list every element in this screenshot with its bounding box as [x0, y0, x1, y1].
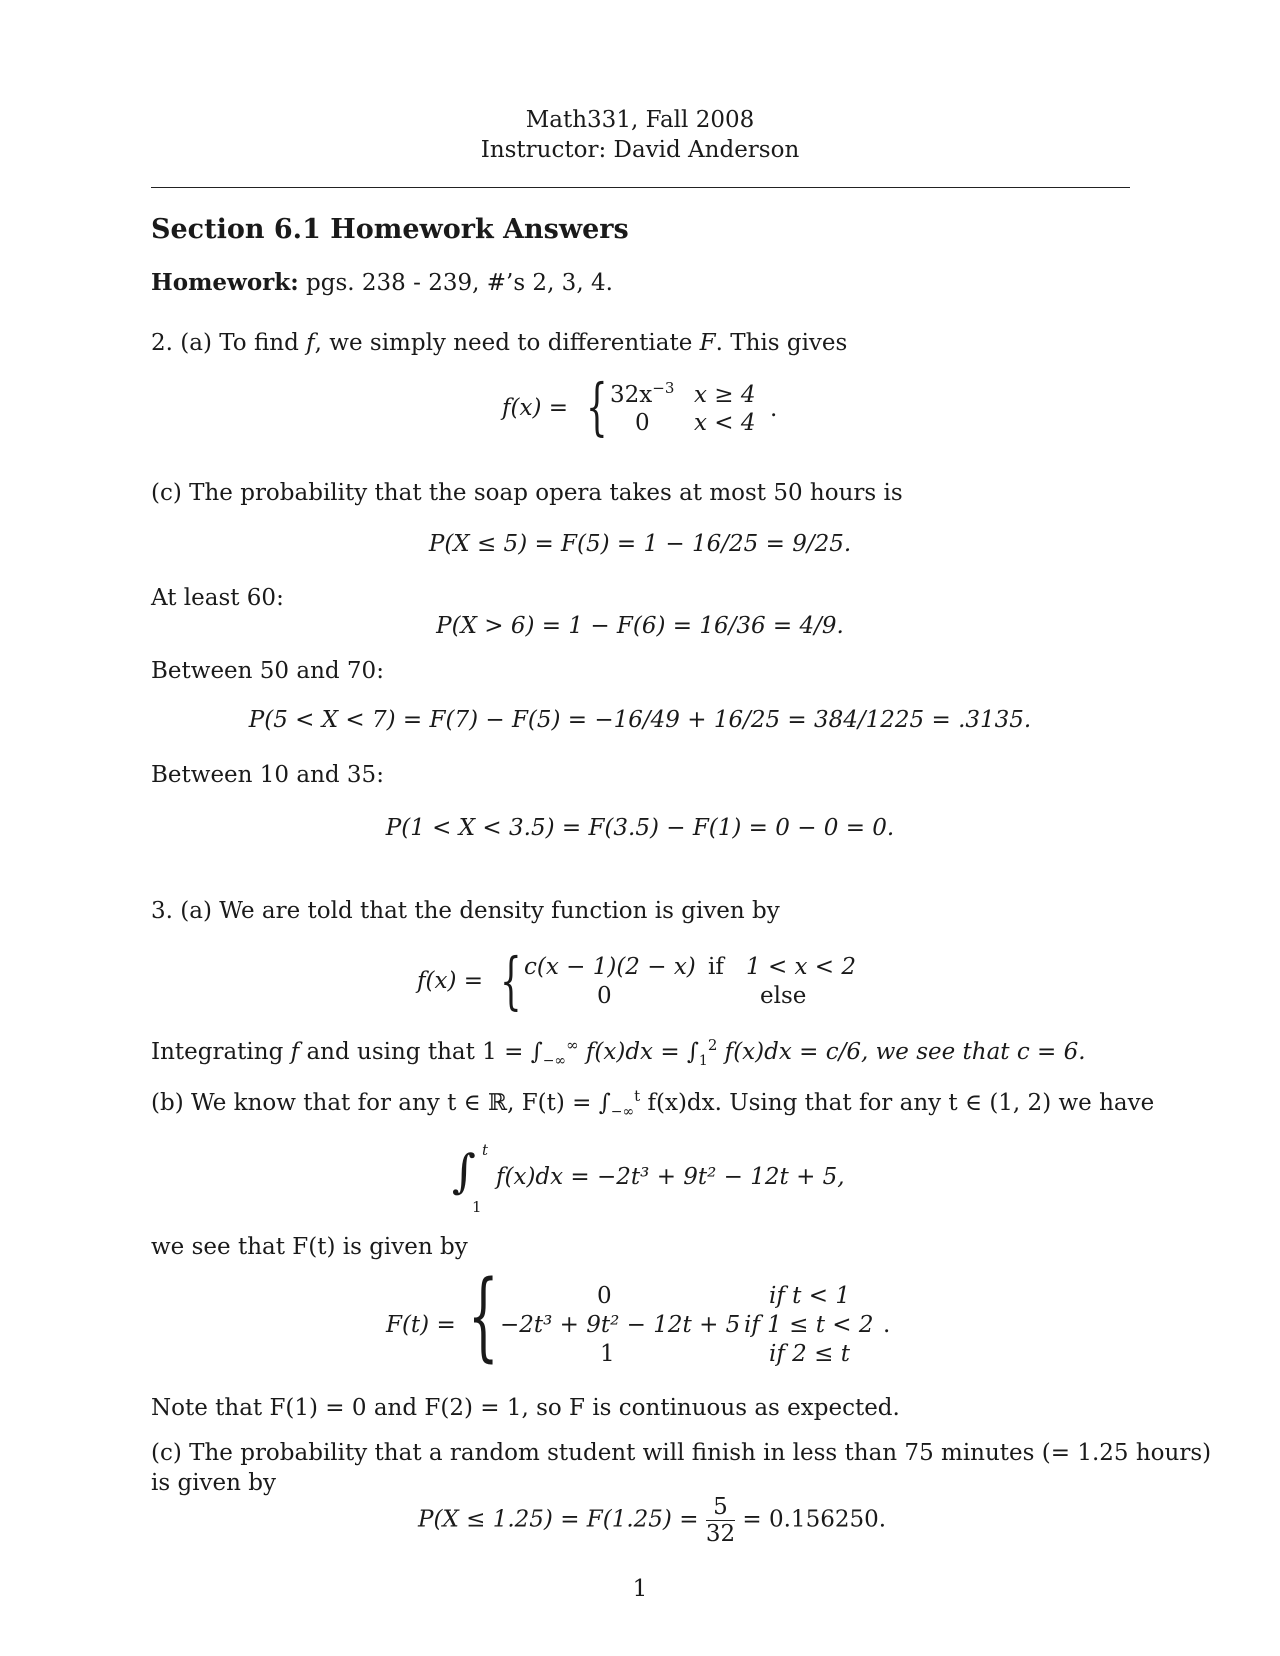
- p3-case1-if: if: [708, 954, 724, 980]
- p2-eq1: P(X ≤ 5) = F(5) = 1 − 16/25 = 9/25.: [428, 531, 852, 557]
- p2-intro-b: , we simply need to differentiate: [314, 330, 700, 356]
- homework-line: [151, 268, 613, 298]
- p2-at-least-60: At least 60:: [151, 585, 284, 611]
- p3-final-fraction: [706, 1494, 735, 1547]
- p3-b-b: f(x)dx. Using that for any t ∈ (1, 2) we have: [640, 1090, 1155, 1116]
- p3-Ft-case1-value: 0: [597, 1283, 612, 1309]
- p3-int-d: f(x)dx = c/6, we see that c = 6.: [717, 1039, 1086, 1065]
- p3-integral-upper: t: [482, 1141, 489, 1159]
- p2-intro-f: f: [306, 330, 315, 356]
- p3-integrating-line: [151, 1037, 1086, 1067]
- p3-int-f: f: [290, 1039, 300, 1065]
- p3-Ft-case3-value: 1: [600, 1341, 615, 1367]
- page-number: 1: [632, 1576, 648, 1602]
- p3-c-line1: (c) The probability that a random student will finish in less than 75 minutes (= 1.25 hours): [151, 1440, 1212, 1466]
- p3-int1-sub: −∞: [542, 1053, 567, 1069]
- homework-label: Homework:: [151, 269, 299, 296]
- p3-Ft-case2-cond: if 1 ≤ t < 2: [744, 1312, 874, 1338]
- p3-Ft-dot: .: [883, 1312, 891, 1338]
- section-title: Section 6.1 Homework Answers: [151, 214, 629, 245]
- p3-int2-sup: 2: [707, 1036, 718, 1054]
- p3-b-a: (b) We know that for any t ∈ ℝ, F(t) = ∫: [151, 1090, 611, 1116]
- p2-eq4: P(1 < X < 3.5) = F(3.5) − F(1) = 0 − 0 = 0.: [385, 815, 895, 841]
- p3-Ft-case1-cond: if t < 1: [769, 1283, 850, 1309]
- p3-brace: {: [500, 944, 522, 1017]
- p3-final-right: = 0.156250.: [742, 1506, 887, 1533]
- p3-case2-cond: else: [760, 983, 807, 1009]
- p3-Ft-case3-cond: if 2 ≤ t: [769, 1341, 850, 1367]
- p2-intro-a: 2. (a) To find: [151, 330, 307, 356]
- p3-frac-num: 5: [706, 1494, 735, 1521]
- p2-intro-F: F: [699, 330, 716, 356]
- p3-b-sub: −∞: [610, 1104, 635, 1120]
- p3-int-a: Integrating: [151, 1039, 291, 1065]
- homework-text: pgs. 238 - 239, #’s 2, 3, 4.: [306, 270, 613, 296]
- p3-case2-value: 0: [597, 983, 612, 1009]
- p3-integral-expr: f(x)dx = −2t³ + 9t² − 12t + 5,: [496, 1164, 845, 1190]
- p3-case1-cond: 1 < x < 2: [746, 954, 857, 980]
- p3-Ft-label: F(t) =: [386, 1312, 456, 1338]
- p3-Ft-brace: {: [468, 1260, 499, 1372]
- p3-note: Note that F(1) = 0 and F(2) = 1, so F is continuous as expected.: [151, 1395, 900, 1421]
- p3-frac-den: 32: [705, 1521, 736, 1547]
- p2-c-intro: (c) The probability that the soap opera takes at most 50 hours is: [151, 480, 903, 506]
- p2-eq2: P(X > 6) = 1 − F(6) = 16/36 = 4/9.: [436, 613, 844, 639]
- header-rule: [151, 187, 1130, 188]
- p2-brace: {: [586, 370, 608, 443]
- p3-Ft-case2-value: −2t³ + 9t² − 12t + 5: [500, 1312, 741, 1338]
- p2-cases-dot: .: [770, 396, 778, 422]
- p3-b-sup: t: [634, 1087, 641, 1105]
- p3-int1-sup: ∞: [566, 1036, 579, 1054]
- p3-c-line2: is given by: [151, 1470, 276, 1496]
- p3-int2-sub: 1: [698, 1053, 708, 1069]
- p2-case1-cond: x ≥ 4: [694, 382, 756, 408]
- p3-int-b: and using that 1 = ∫: [299, 1039, 543, 1065]
- p3-intro: 3. (a) We are told that the density function is given by: [151, 898, 780, 924]
- p3-fx-label: f(x) =: [417, 968, 484, 994]
- p3-final-eq: [418, 1494, 886, 1547]
- p2-eq3: P(5 < X < 7) = F(7) − F(5) = −16/49 + 16/25 = 384/1225 = .3135.: [248, 707, 1032, 733]
- p3-int-c: f(x)dx = ∫: [578, 1039, 699, 1065]
- p2-case1-base: 32x: [610, 382, 653, 408]
- p2-case2-cond: x < 4: [694, 410, 756, 436]
- p3-b-line: [151, 1088, 1154, 1118]
- p3-we-see: we see that F(t) is given by: [151, 1234, 468, 1260]
- p3-integral-sign: ∫: [452, 1144, 476, 1198]
- p3-integral-lower: 1: [472, 1198, 482, 1216]
- p2-case1-value: [610, 379, 675, 408]
- p2-between-10-35: Between 10 and 35:: [151, 762, 384, 788]
- p2-case1-exp: −3: [652, 379, 675, 397]
- p2-intro: [151, 328, 847, 358]
- p3-final-left: P(X ≤ 1.25) = F(1.25) =: [418, 1506, 699, 1533]
- p2-fx-label: f(x) =: [502, 395, 569, 421]
- course-header: Math331, Fall 2008: [525, 107, 755, 133]
- p2-intro-c: . This gives: [715, 330, 848, 356]
- p3-case1-value: c(x − 1)(2 − x): [524, 954, 696, 980]
- instructor-header: Instructor: David Anderson: [480, 137, 800, 163]
- p2-between-50-70: Between 50 and 70:: [151, 658, 384, 684]
- p2-case2-value: 0: [635, 410, 650, 436]
